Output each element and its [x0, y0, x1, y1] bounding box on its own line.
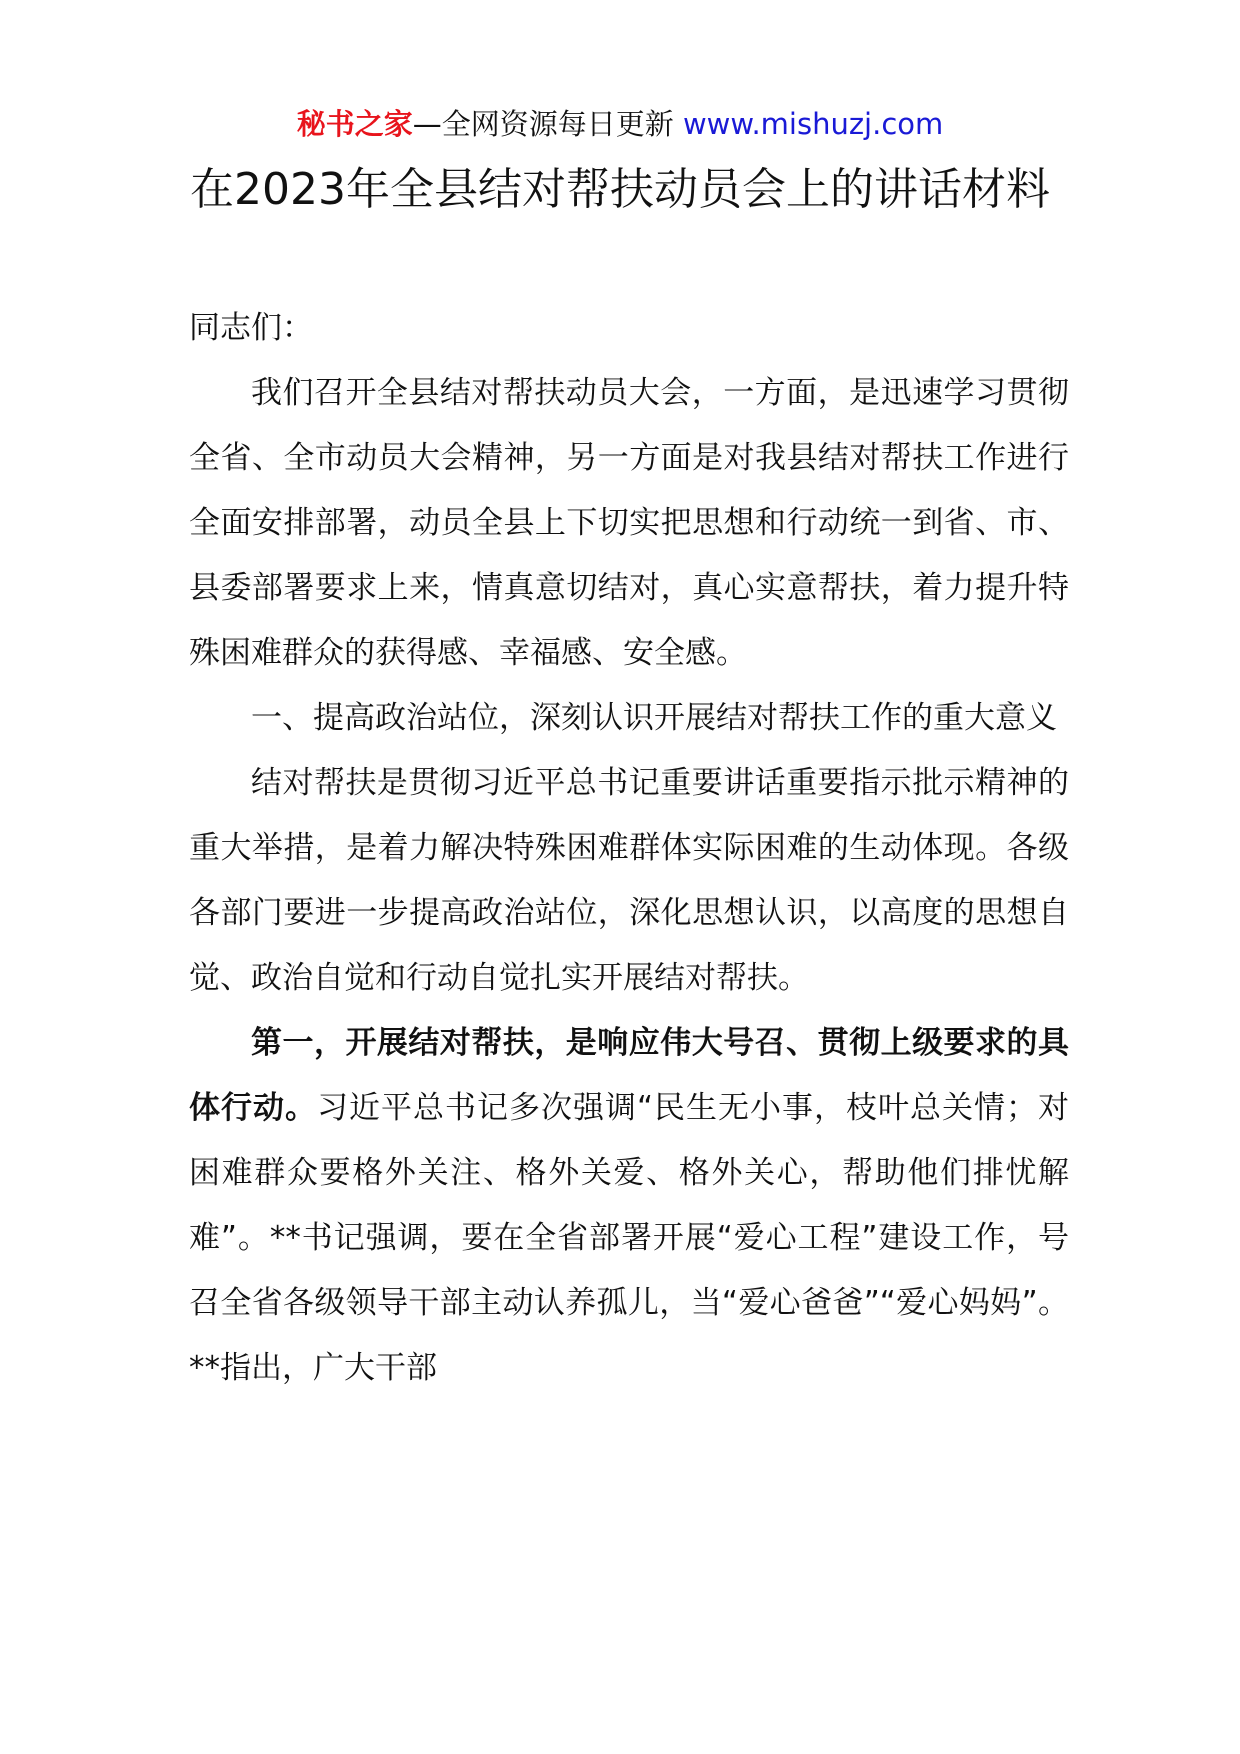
- document-body: [189, 296, 1069, 1401]
- site-url[interactable]: www.mishuzj.com: [682, 107, 944, 141]
- first-point-lead: 第一，开展结对帮扶，是响应伟大号召、贯彻上级要求的具体行动。: [189, 1025, 1069, 1126]
- site-tagline: —全网资源每日更新: [412, 107, 683, 141]
- paragraph-significance: 结对帮扶是贯彻习近平总书记重要讲话重要指示批示精神的重大举措，是着力解决特殊困难群体实际困难的生动体现。各级各部门要进一步提高政治站位，深化思想认识，以高度的思想自觉、政治自觉和行动自觉扎实开展结对帮扶。: [189, 765, 1069, 996]
- paragraph-intro: 我们召开全县结对帮扶动员大会，一方面，是迅速学习贯彻全省、全市动员大会精神，另一方面是对我县结对帮扶工作进行全面安排部署，动员全县上下切实把思想和行动统一到省、市、县委部署要求上来，情真意切结对，真心实意帮扶，着力提升特殊困难群众的获得感、幸福感、安全感。: [189, 375, 1069, 671]
- site-brand: 秘书之家: [296, 107, 413, 141]
- salutation: 同志们：: [189, 310, 313, 346]
- section-heading-1: 一、提高政治站位，深刻认识开展结对帮扶工作的重大意义: [251, 700, 1057, 736]
- document-title: 在2023年全县结对帮扶动员会上的讲话材料: [190, 164, 1050, 215]
- paragraph-first-point: [189, 1011, 1069, 1401]
- site-header: [0, 104, 1240, 144]
- first-point-text: 习近平总书记多次强调“民生无小事，枝叶总关情；对困难群众要格外关注、格外关爱、格外关心，帮助他们排忧解难”。**书记强调，要在全省部署开展“爱心工程”建设工作，号召全省各级领导干部主动认养孤儿，当“爱心爸爸”“爱心妈妈”。**指出，广大干部: [189, 1090, 1070, 1386]
